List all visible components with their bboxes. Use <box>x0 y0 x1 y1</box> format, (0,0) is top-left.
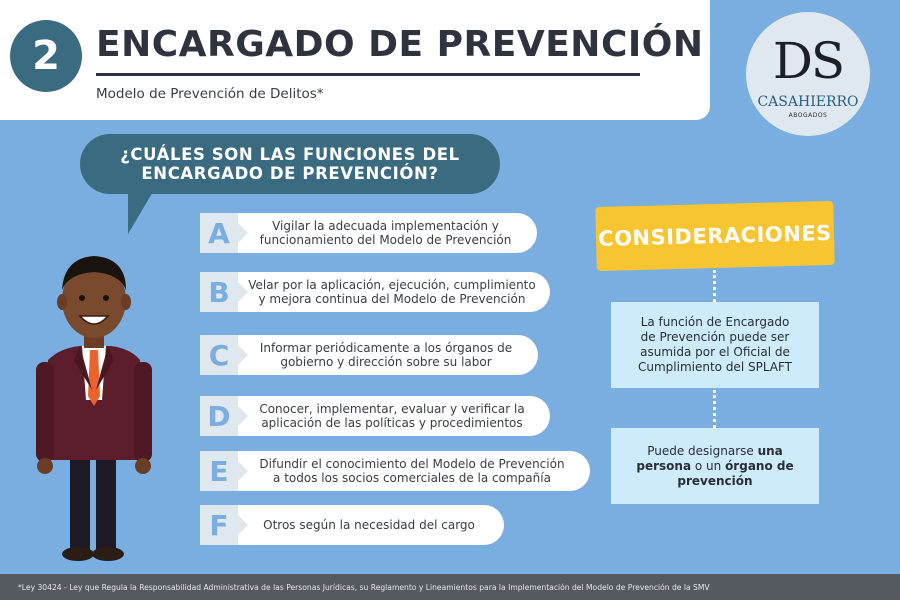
footnote-text: *Ley 30424 - Ley que Regula la Responsabilidad Administrativa de las Personas Jurídicas, su Reglamento y Lineamientos para la Implementación del Modelo de Prevención de la SMV <box>18 582 710 592</box>
function-letter-b: B <box>200 272 238 312</box>
casahierro-logo <box>746 12 870 136</box>
function-text-c: Informar periódicamente a los órganos de gobierno y dirección sobre su labor <box>220 335 538 375</box>
section-number-badge: 2 <box>10 20 82 92</box>
footnote-bar <box>0 574 900 600</box>
considerations-heading: CONSIDERACIONES <box>595 201 835 271</box>
function-text-f: Otros según la necesidad del cargo <box>220 505 504 545</box>
title-divider <box>96 73 640 76</box>
businessman-illustration <box>30 220 160 570</box>
connector-dots-2 <box>713 390 716 428</box>
function-letter-a: A <box>200 213 238 253</box>
function-letter-e: E <box>200 451 238 491</box>
connector-dots-1 <box>713 270 716 302</box>
function-text-e: Difundir el conocimiento del Modelo de Prevención a todos los socios comerciales de la compañía <box>220 451 590 491</box>
logo-subtitle: ABOGADOS <box>788 111 828 119</box>
logo-monogram: DS <box>772 31 844 90</box>
question-line-1: ¿CUÁLES SON LAS FUNCIONES DEL <box>120 145 460 164</box>
page-subtitle: Modelo de Prevención de Delitos* <box>96 86 324 102</box>
question-line-2: ENCARGADO DE PREVENCIÓN? <box>141 164 439 183</box>
function-text-a: Vigilar la adecuada implementación y funcionamiento del Modelo de Prevención <box>220 213 537 253</box>
function-letter-c: C <box>200 335 238 375</box>
consideration-box-2: Puede designarse una persona o un órgano de prevención <box>611 428 819 504</box>
question-bubble <box>80 134 500 194</box>
function-text-d: Conocer, implementar, evaluar y verificar la aplicación de las políticas y procedimientos <box>220 396 550 436</box>
page-title: ENCARGADO DE PREVENCIÓN <box>96 24 704 65</box>
function-text-b: Velar por la aplicación, ejecución, cumplimiento y mejora continua del Modelo de Prevención <box>220 272 550 312</box>
logo-name: CASAHIERRO <box>757 93 859 110</box>
function-letter-d: D <box>200 396 238 436</box>
function-letter-f: F <box>200 505 238 545</box>
consideration-box-1: La función de Encargado de Prevención puede ser asumida por el Oficial de Cumplimiento del SPLAFT <box>611 302 819 388</box>
